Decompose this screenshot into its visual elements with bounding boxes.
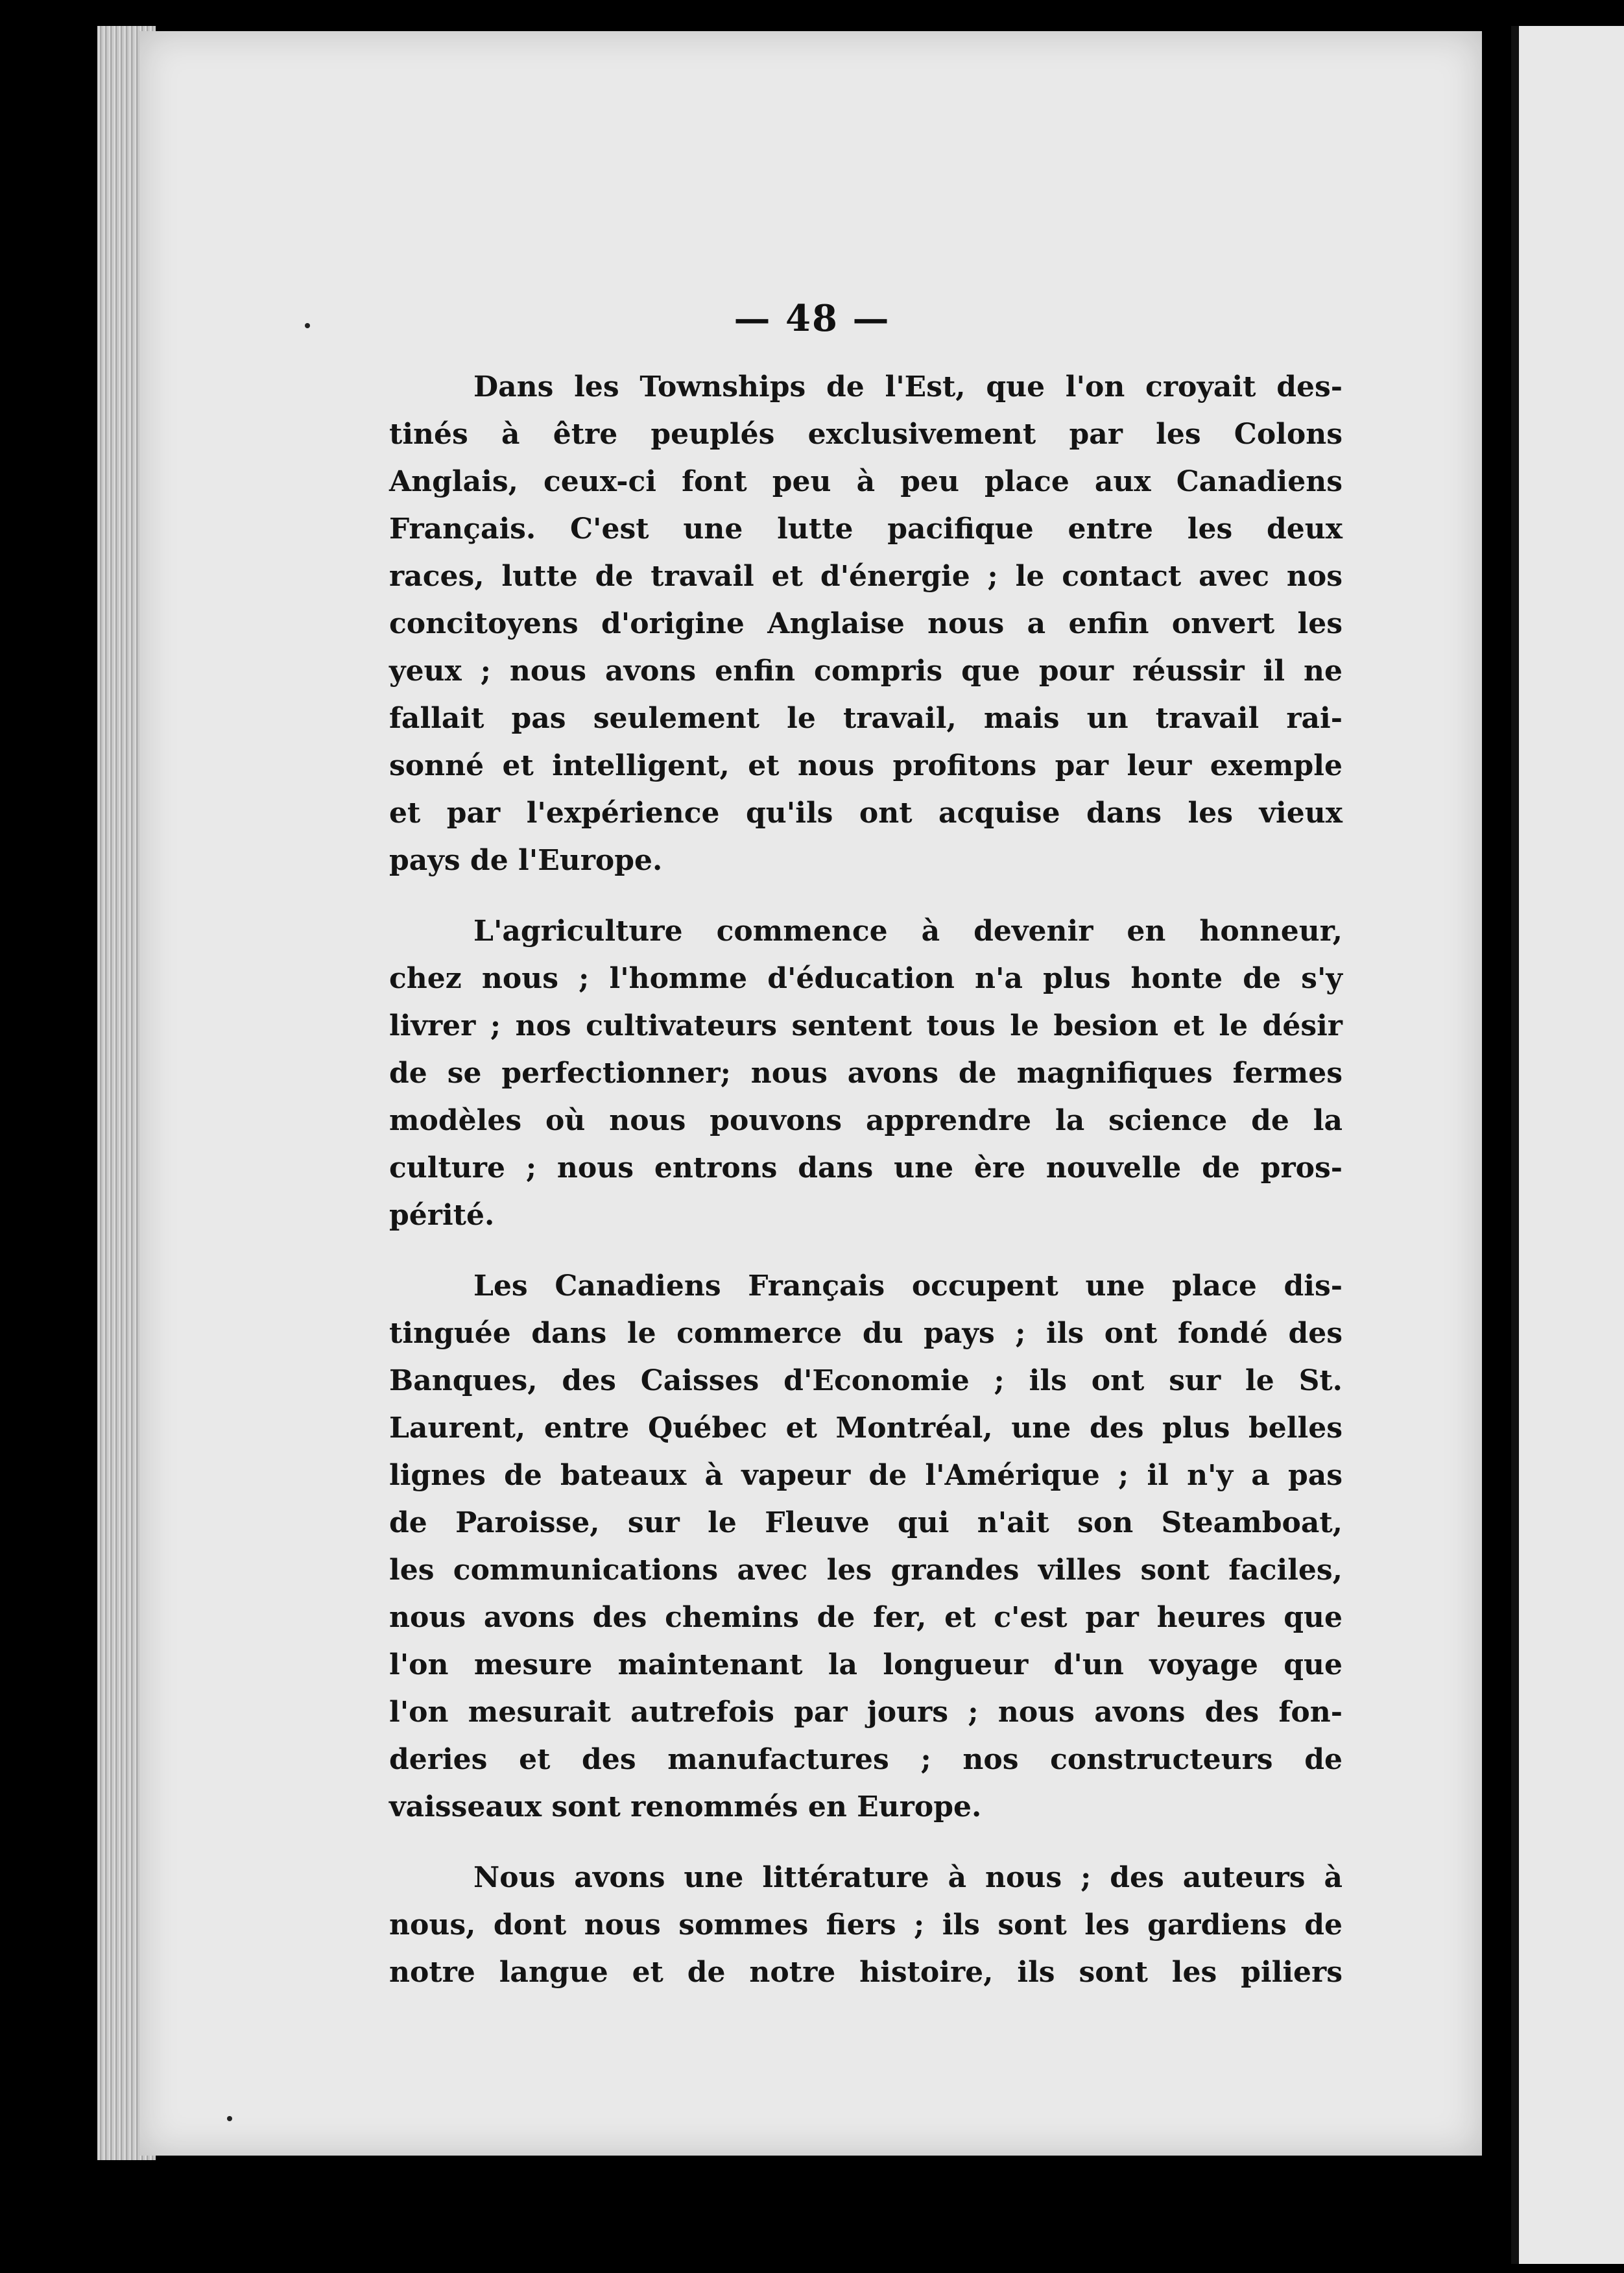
speck [227, 2116, 232, 2121]
text-line: livrer ; nos cultivateurs sentent tous le besion et le désir [389, 1009, 1343, 1042]
text-line: sonné et intelligent, et nous profitons par leur exemple [389, 749, 1343, 782]
paragraph [389, 1262, 1343, 1831]
text-line: chez nous ; l'homme d'éducation n'a plus honte de s'y [389, 962, 1343, 995]
paragraph [389, 363, 1343, 884]
text-line: et par l'expérience qu'ils ont acquise dans les vieux [389, 797, 1343, 830]
text-line: de se perfectionner; nous avons de magnifiques fermes [389, 1057, 1343, 1090]
text-line: Laurent, entre Québec et Montréal, une des plus belles [389, 1412, 1343, 1445]
text-line: tinés à être peuplés exclusivement par les Colons [389, 418, 1343, 451]
text-line: l'on mesurait autrefois par jours ; nous avons des fon- [389, 1696, 1343, 1729]
text-line: nous, dont nous sommes fiers ; ils sont les gardiens de [389, 1908, 1343, 1942]
text-line: nous avons des chemins de fer, et c'est par heures que [389, 1601, 1343, 1634]
text-line: modèles où nous pouvons apprendre la science de la [389, 1104, 1343, 1137]
text-line: deries et des manufactures ; nos constructeurs de [389, 1743, 1343, 1776]
text-line: notre langue et de notre histoire, ils sont les piliers [389, 1956, 1343, 1989]
body-text [389, 363, 1343, 2019]
page-number: — 48 — [734, 297, 890, 340]
text-line: tinguée dans le commerce du pays ; ils ont fondé des [389, 1317, 1343, 1350]
paragraph [389, 908, 1343, 1239]
text-line: concitoyens d'origine Anglaise nous a enfin onvert les [389, 607, 1343, 640]
text-line: races, lutte de travail et d'énergie ; le contact avec nos [389, 560, 1343, 593]
text-line: Banques, des Caisses d'Economie ; ils ont sur le St. [389, 1364, 1343, 1397]
text-line: Français. C'est une lutte pacifique entre les deux [389, 512, 1343, 546]
text-line: Dans les Townships de l'Est, que l'on croyait des- [473, 370, 1343, 403]
text-line: Anglais, ceux-ci font peu à peu place aux Canadiens [389, 465, 1343, 498]
text-line: lignes de bateaux à vapeur de l'Amérique ; il n'y a pas [389, 1459, 1343, 1492]
paragraph [389, 1854, 1343, 1996]
text-line: L'agriculture commence à devenir en honneur, [473, 915, 1343, 948]
text-line: vaisseaux sont renommés en Europe. [389, 1790, 982, 1823]
text-line: Nous avons une littérature à nous ; des auteurs à [473, 1861, 1343, 1894]
text-line: Les Canadiens Français occupent une place dis- [473, 1269, 1343, 1303]
text-line: l'on mesure maintenant la longueur d'un voyage que [389, 1648, 1343, 1681]
text-line: culture ; nous entrons dans une ère nouvelle de pros- [389, 1151, 1343, 1185]
text-line: périté. [389, 1199, 495, 1232]
text-line: pays de l'Europe. [389, 844, 663, 877]
text-line: yeux ; nous avons enfin compris que pour réussir il ne [389, 655, 1343, 688]
facing-page-edge [1511, 26, 1624, 2264]
text-line: fallait pas seulement le travail, mais un travail rai- [389, 702, 1343, 735]
text-line: de Paroisse, sur le Fleuve qui n'ait son Steamboat, [389, 1506, 1343, 1539]
text-line: les communications avec les grandes villes sont faciles, [389, 1554, 1343, 1587]
